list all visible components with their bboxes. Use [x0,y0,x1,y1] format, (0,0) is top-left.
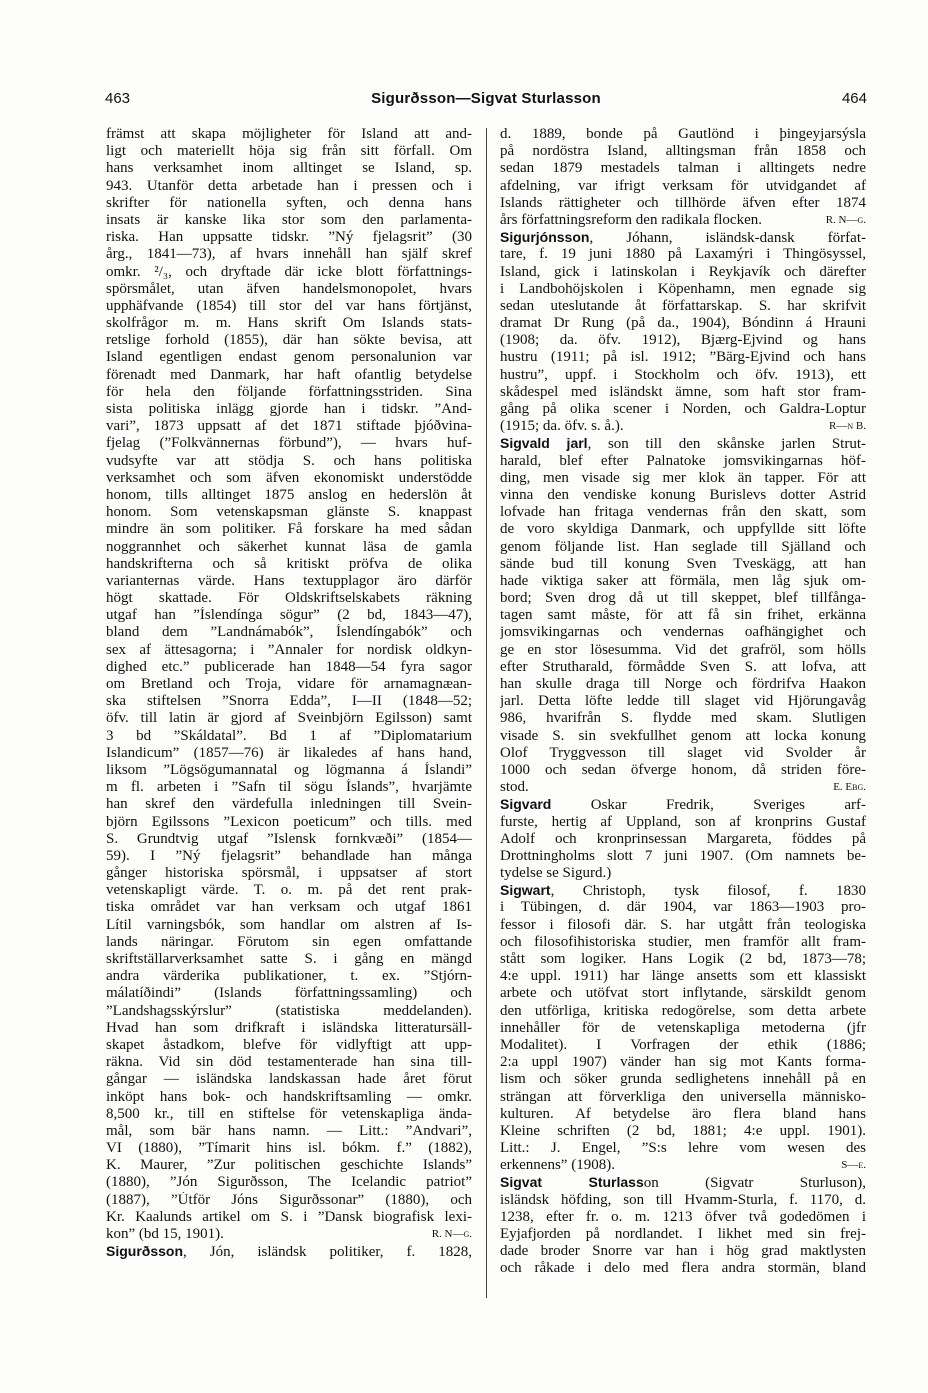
text-line: ligt och materiellt höja sig från sitt förfall. Om [106,143,472,160]
text-line: m fl. arbeten i ”Safn til sögu Íslands”, hvarjämte [106,779,472,796]
text-line: handskrifterna och så kritiskt pröfva de olika [106,555,472,572]
text-line: riska. Han uppsatte tidskr. ”Ný fjelagsrit” (30 [106,229,472,246]
text-line: 2:a uppl 1907) vänder han sig mot Kants formа- [500,1054,866,1071]
text-line: förenadt med Danmark, har haft ofantlig betydelse [106,366,472,383]
text-line: ”Landshagsskýrslur” (statistiska meddelanden). [106,1002,472,1019]
text-line: hustru (1911; på isl. 1912; ”Bärg-Ejvind och hans [500,349,866,366]
text-line: ska stiftelsen ”Snorra Edda”, I—II (1848—52; [106,693,472,710]
text-line: Islands rättigheter och tillhörde äfven efter 1874 [500,194,866,211]
text-line: tare, f. 19 juni 1880 på Laxamýri i Thingösyssel, [500,246,866,263]
text-line: visade S. sin svekfullhet genom att locka konung [500,727,866,744]
text-line: Sigwart, Christoph, tysk filosof, f. 1830 [500,882,866,900]
author-signature: E. Ebg. [833,781,866,794]
text-line: bord; Sven drog då ut till skeppet, blef tillfånga- [500,590,866,607]
text-line: Eyjafjorden på nordlandet. I likhet med sin frej- [500,1226,866,1242]
text-line: 59). I ”Ný fjelagsrit” behandlade han många [106,847,472,864]
text-line: verksamhet och som äfven ekonomiskt understödde [106,469,472,486]
text-line: hustru”, uppf. i Stockholm och öfv. 1913), ett [500,366,866,383]
text-line: vetenskapligt värde. T. o. m. på det rent prak- [106,882,472,899]
text-line: upphäfvande (1854) till stor del var hans förtjänst, [106,297,472,314]
text-line: Litt.: J. Engel, ”S:s lehre vom wesen des [500,1140,866,1157]
text-line: tagen samt måste, för att få sin frihet, erkänna [500,607,866,624]
text-line: hans verksamhet inom alltinget se Island, sp. [106,160,472,177]
text-line: stått som logiker. Hans Logik (2 bd, 1873—78; [500,951,866,967]
text-line: genom följande list. Han seglade till Själland och [500,538,866,555]
text-line: skrifter för nationella syften, och denna hans [106,194,472,211]
text-line: skolfrågor m. m. Hans skrift Om Islands stats- [106,315,472,332]
text-line: lands näringar. Förutom sin egen omfattande [106,933,472,950]
text-line: högt skattade. För Oldskriftselskabets räkning [106,590,472,607]
text-line: sände bud till konung Sven Tveskägg, att han [500,555,866,572]
right-column [500,126,866,1278]
text-line: 8,500 kr., till en stiftelse för vetenskapliga ända- [106,1105,472,1122]
text-line: harald, blef efter Palnatoke jomsvikingarnas höf- [500,452,866,469]
text-line: ding, men visade sig mer klok än tapper. För att [500,469,866,486]
text-line: (1915; da. öfv. s. å.). R—n B. [500,418,866,435]
text-line: räkna. Vid sin död testamenterade han sina till- [106,1054,472,1071]
text-line: liksom ”Lögsögumannatal og lögmanna á Íslandi” [106,761,472,778]
text-line: erkennens” (1908). S—e. [500,1157,866,1174]
author-signature: R—n B. [829,420,866,433]
column-divider [486,128,487,1298]
text-line: främst att skapa möjligheter för Island att and- [106,126,472,142]
text-line: (1908; da. öfv. 1912), Bjærg-Ejvind og hans [500,332,866,349]
text-line: mål, som bär hans namn. — Litt.: ”Andvari”, [106,1122,472,1139]
text-line: de voro skyldiga Danmark, och uppfyllde sitt löfte [500,521,866,538]
text-line: 1000 och sedan öfverge honom, då striden före- [500,761,866,778]
text-line: och filosofihistoriska studier, men framför allt fram- [500,933,866,950]
text-line: efter Strutharald, förmådde Sven S. att lofva, att [500,658,866,675]
text-line: vari”, 1873 uppsatt af det 1871 stiftade þjóðvina- [106,418,472,435]
text-line: K. Maurer, ”Zur politischen geschichte Islands” [106,1157,472,1174]
text-line: utgaf han ”Íslendínga sögur” (2 bd, 1843—47), [106,607,472,624]
page-number-right: 464 [841,90,867,107]
text-line: stod. E. Ebg. [500,779,866,796]
text-line: gånger historiska spörsmål, i uppsatser af stort [106,865,472,882]
text-line: i Tübingen, d. där 1904, var 1863—1903 pro- [500,899,866,916]
text-line: Sigvald jarl, son till den skånske jarlen Strut- [500,435,866,453]
text-line: insats är kanske lika stor som den parlamenta- [106,211,472,228]
text-line: 4:e uppl. 1911) har länge ansetts som ett klassiskt [500,968,866,985]
text-line: dramat Dr Rung (på da., 1904), Bóndinn á Hrauni [500,315,866,332]
text-line: på nordöstra Island, alltingsman från 1858 och [500,143,866,160]
text-line: inköpt hans bok- och handskriftsamling — omkr. [106,1088,472,1105]
text-line: afdelning, var ifrigt verksam för utvidgandet af [500,177,866,194]
text-line: honom. Som vetenskapsman glänste S. knappast [106,504,472,521]
text-line: Drottningholms slott 7 juni 1907. (Om namnets be- [500,847,866,864]
text-line: Islandicum” (1857—76) är likaledes af hans hand, [106,744,472,761]
text-line: Sigvard Oskar Fredrik, Sveriges arf- [500,796,866,814]
text-line: Adolf och kronprinsessan Margareta, föddes på [500,830,866,847]
text-line: årg., 1841—73), af hvars innehåll han själf skref [106,246,472,263]
text-line: málatíðindi” (Islands författningssamling) och [106,985,472,1002]
author-signature: R. N—g. [825,213,866,226]
author-signature: S—e. [841,1159,866,1172]
left-column [106,126,472,1260]
text-line: Lítil varningsbók, som handlar om alstren af Is- [106,916,472,933]
text-line: björn Egilssons ”Lexicon poeticum” och tills. med [106,813,472,830]
text-line: skådespel med isländskt ämne, som haft stor fram- [500,383,866,400]
text-line: retslige forhold (1855), där han sökte bevisa, att [106,332,472,349]
text-line: 1238, efter fr. o. m. 1213 öfver två godedömen i [500,1208,866,1225]
author-signature: R. N—g. [431,1228,472,1240]
text-line: S. Grundtvig utgaf ”Islensk fornkvæði” (1854— [106,830,472,847]
text-line: kulturen. Af betydelse äro flera bland hans [500,1105,866,1122]
text-line: 986, hvarifrån S. flydde med skam. Slutligen [500,710,866,727]
text-line: innehåller för de vetenskapliga metoderna (jfr [500,1019,866,1036]
page-header [105,90,867,114]
text-line: jarl. Detta löfte ledde till slaget vid Hjörungavåg [500,693,866,710]
text-line: furste, hertig af Uppland, son af kronprins Gustaf [500,813,866,830]
text-line: (1887), ”Útför Jóns Sigurðssonar” (1880), och [106,1191,472,1208]
text-line: Sigvat Sturlasson (Sigvatr Sturluson), [500,1174,866,1192]
text-line: dade broder Snorre var han i hög grad maktlysten [500,1243,866,1260]
text-line: noggrannhet och säkerhet kunnat läsa de gamla [106,538,472,555]
text-line: varianternas värde. Hans textupplagor äro därför [106,572,472,589]
text-line: Kleine schriften (2 bd, 1881; 4:e uppl. 1901). [500,1122,866,1139]
text-line: och råkade i delo med flera andra stormän, bland [500,1260,866,1277]
text-line: Island egentligen endast genom personalunion var [106,349,472,366]
text-line: för hela den följande författningsstriden. Sina [106,383,472,400]
text-line: tydelse se Sigurd.) [500,865,612,882]
text-line: års författningsreform den radikala flocken. R. N—g. [500,211,866,228]
text-line: jomsvikingarnas och vendernas oafhängighet och [500,624,866,641]
text-line: skriftställarverksamhet satte S. i gång en mängd [106,951,472,967]
text-line: skapet åstadkom, blefve för vidlyftigt att upp- [106,1036,472,1053]
page-number-left: 463 [105,90,131,107]
running-head: Sigurðsson—Sigvat Sturlasson [371,90,601,107]
text-line: VI (1880), ”Tímarit hins isl. bókm. f.” (1882), [106,1140,472,1157]
text-line: hade viktiga saker att förmäla, men låg sjuk om- [500,572,866,589]
text-line: andra värderika publikationer, t. ex. ”Stjórn- [106,968,472,985]
text-line: öfv. till latin är gjord af Sveinbjörn Egilsson) samt [106,710,472,727]
text-line: arbete och utöfvat stort inflytande, särskildt genom [500,985,866,1002]
text-line: Island, gick i latinskolan i Reykjavík och därefter [500,263,866,280]
text-line: Sigurðsson, Jón, isländsk politiker, f. 1828, [106,1243,472,1261]
text-line: Modalitet). I Vorfragen der ethik (1886; [500,1036,866,1053]
text-line: mindre än som politiker. Få forskare ha med sådan [106,521,472,538]
text-line: spörsmålet, utan äfven handelsmonopolet, hvars [106,280,472,297]
text-line: sedan uteslutande åt författarskap. S. har skrifvit [500,297,866,314]
text-line: om Bretland och Troja, vidare för arnamagnæan- [106,676,472,692]
text-line: dighed etc.” publicerade han 1848—54 fyra sagor [106,658,472,675]
text-line: lism och söker grunda sedlighetens innehåll på en [500,1071,866,1088]
text-line: fessor i filosofi där. S. har utgått från teologiska [500,916,866,933]
text-line: 3 bd ”Skáldatal”. Bd 1 af ”Diplomatarium [106,727,472,744]
text-line: Olof Tryggvesson till slaget vid Svolder år [500,744,866,761]
text-line: fjelag (”Folkvännernas förbund”), — hvars huf- [106,435,472,452]
text-line: tiska området var han verksam och utgaf 1861 [106,899,472,916]
text-line: Kr. Kaalunds artikel om S. i ”Dansk biografisk lexi- [106,1208,472,1225]
text-line: bland dem ”Landnámabók”, Íslendíngabók” och [106,624,472,641]
text-line: omkr. ²/₃, och dryftade där icke blott författnings- [106,263,472,280]
text-line: (1880), ”Jón Sigurðsson, The Icelandic patriot” [106,1174,472,1191]
text-line: vudsyfte var att stödja S. och hans politiska [106,452,472,469]
text-line: den utförliga, kritiska redogörelse, som detta arbete [500,1002,866,1019]
text-line: gångar — isländska landskassan hade året förut [106,1071,472,1088]
text-line: han skulle draga till Norge och fördrifva Haakon [500,676,866,692]
text-line: lofvade han fritaga vendernas från den skatt, som [500,504,866,521]
text-line: sex af ättesagorna; i ”Annaler for nordisk oldkyn- [106,641,472,658]
text-line: ge en stor lösesumma. Vid det grafröl, som hölls [500,641,866,658]
text-line: vinna den vendiske konung Burislevs dotter Astrid [500,486,866,503]
text-line: d. 1889, bonde på Gautlönd i þingeyjarsýsla [500,126,866,142]
text-line: han skref den värdefulla inledningen till Svein- [106,796,472,813]
text-line: honom, tills alltinget 1875 anslog en hederslön åt [106,486,472,503]
text-line: strängan att förverkliga den universella människo- [500,1088,866,1105]
text-line: 943. Utanför detta arbetade han i pressen och i [106,177,472,194]
text-line: Hvad han som drifkraft i isländska litteratursäll- [106,1019,472,1036]
text-line: sista politiska inlägg gjorde han i tidskr. ”And- [106,401,472,417]
text-line: sedan 1879 mestadels talman i alltingets nedre [500,160,866,177]
text-line: kon” (bd 15, 1901). R. N—g. [106,1226,472,1242]
text-line: i Landbohöjskolen i Köpenhamn, men egnade sig [500,280,866,297]
text-line: Sigurjónsson, Jóhann, isländsk-dansk förfat- [500,229,866,247]
text-line: gång på olika scener i Norden, och Galdra-Loptur [500,401,866,417]
text-line: isländsk höfding, son till Hvamm-Sturla, f. 1170, d. [500,1191,866,1208]
